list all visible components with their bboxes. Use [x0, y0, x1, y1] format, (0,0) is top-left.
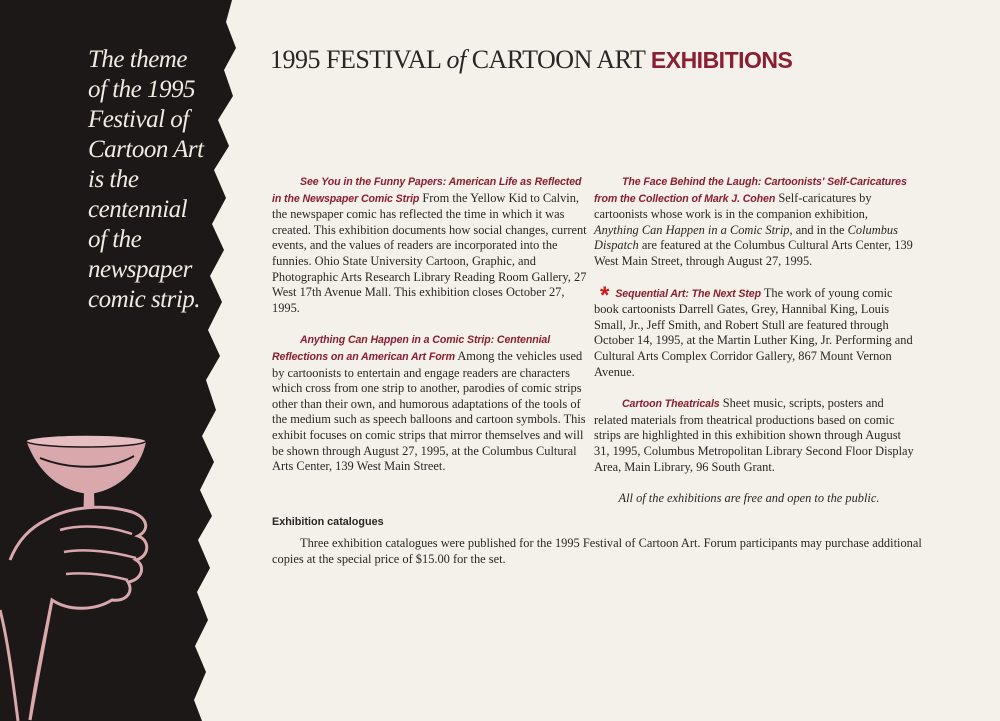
exhibit-body: The work of young comic book cartoonists Darrell Gates, Grey, Hannibal King, Louis Small, Jr., Jeff Smith, and Robert Stull are featured through October 14, 1995, at the Martin Luther King, Jr. Performing and Cultural Arts Complex Corridor Gallery, 867 Mount Vernon Avenue.	[594, 285, 913, 379]
right-column	[594, 174, 914, 519]
theme-line: Festival of	[88, 106, 189, 133]
catalogues-heading: Exhibition catalogues	[272, 516, 384, 528]
left-column	[272, 174, 590, 491]
exhibit-title: Anything Can Happen in a Comic Strip: Centennial Reflections on an American Art Form	[272, 334, 551, 363]
exhibit-body: Sheet music, scripts, posters and related materials from theatrical productions based on comic strips are highlighted in this exhibition shown through August 31, 1995, Columbus Metropolitan Library Second Floor Display Area, Main Library, 96 South Grant.	[594, 396, 914, 474]
exhibit-theatricals	[594, 396, 914, 475]
theme-line: of the 1995	[88, 76, 195, 103]
exhibit-sequential-art	[594, 281, 914, 381]
exhibit-body: From the Yellow Kid to Calvin, the newspaper comic has reflected the time in which it was created. This exhibition documents how social changes, current events, and the values of readers are incorporated into the funnies. Ohio State University Cartoon, Graphic, and Photographic Arts Research Library Reading Room Gallery, 27 West 17th Avenue Mall. This exhibition closes October 27, 1995.	[272, 190, 587, 315]
theme-line: Cartoon Art	[88, 136, 204, 163]
exhibit-italic-title: Columbus Dispatch	[594, 222, 898, 253]
theme-line: centennial	[88, 196, 188, 223]
title-cartoon-art: CARTOON ART	[465, 45, 651, 74]
exhibit-title: The Face Behind the Laugh: Cartoonists' Self-Caricatures from the Collection of Mark J. Cohen	[594, 176, 907, 205]
exhibit-title: Sequential Art: The Next Step	[615, 287, 761, 300]
exhibit-italic-title: Anything Can Happen in a Comic Strip,	[594, 222, 793, 237]
exhibit-funny-papers	[272, 174, 590, 316]
asterisk-icon: *	[600, 281, 610, 309]
theme-statement	[88, 45, 228, 315]
free-admission-note: All of the exhibitions are free and open to the public.	[618, 491, 880, 506]
catalogues-body	[272, 535, 922, 567]
catalogues-text: Three exhibition catalogues were published for the 1995 Festival of Cartoon Art. Forum participants may purchase additional copies at the special price of $15.00 for the set.	[272, 536, 922, 566]
exhibit-anything-can-happen	[272, 332, 590, 474]
theme-line: The theme	[88, 46, 187, 73]
exhibit-body: Among the vehicles used by cartoonists to entertain and engage readers are characters which cross from one strip to another, parodies of comic strips other than their own, and humorous adaptations of the tools of the medium such as speech balloons and cartoon symbols. This exhibit focuses on comic strips that mirror themselves and will be shown through August 27, 1995, at the Columbus Cultural Arts Center, 139 West Main Street.	[272, 348, 586, 474]
title-of: of	[446, 45, 466, 74]
page-title	[270, 45, 792, 75]
left-panel	[0, 0, 240, 721]
exhibit-title: Cartoon Theatricals	[622, 398, 720, 411]
theme-line: newspaper	[88, 256, 192, 283]
title-year-festival: 1995 FESTIVAL	[270, 45, 447, 74]
exhibit-face-behind	[594, 174, 914, 270]
exhibit-body: Self-caricatures by cartoonists whose work is in the companion exhibition,	[594, 190, 872, 222]
exhibit-title: See You in the Funny Papers: American Life as Reflected in the Newspaper Comic Strip	[272, 176, 582, 205]
theme-line: comic strip.	[88, 286, 201, 313]
title-exhibitions: EXHIBITIONS	[650, 47, 793, 73]
exhibit-body: and in the	[792, 222, 848, 237]
theme-line: is the	[88, 166, 139, 193]
exhibit-body: are featured at the Columbus Cultural Arts Center, 139 West Main Street, through August 27, 1995.	[594, 238, 913, 268]
theme-line: of the	[88, 226, 142, 253]
